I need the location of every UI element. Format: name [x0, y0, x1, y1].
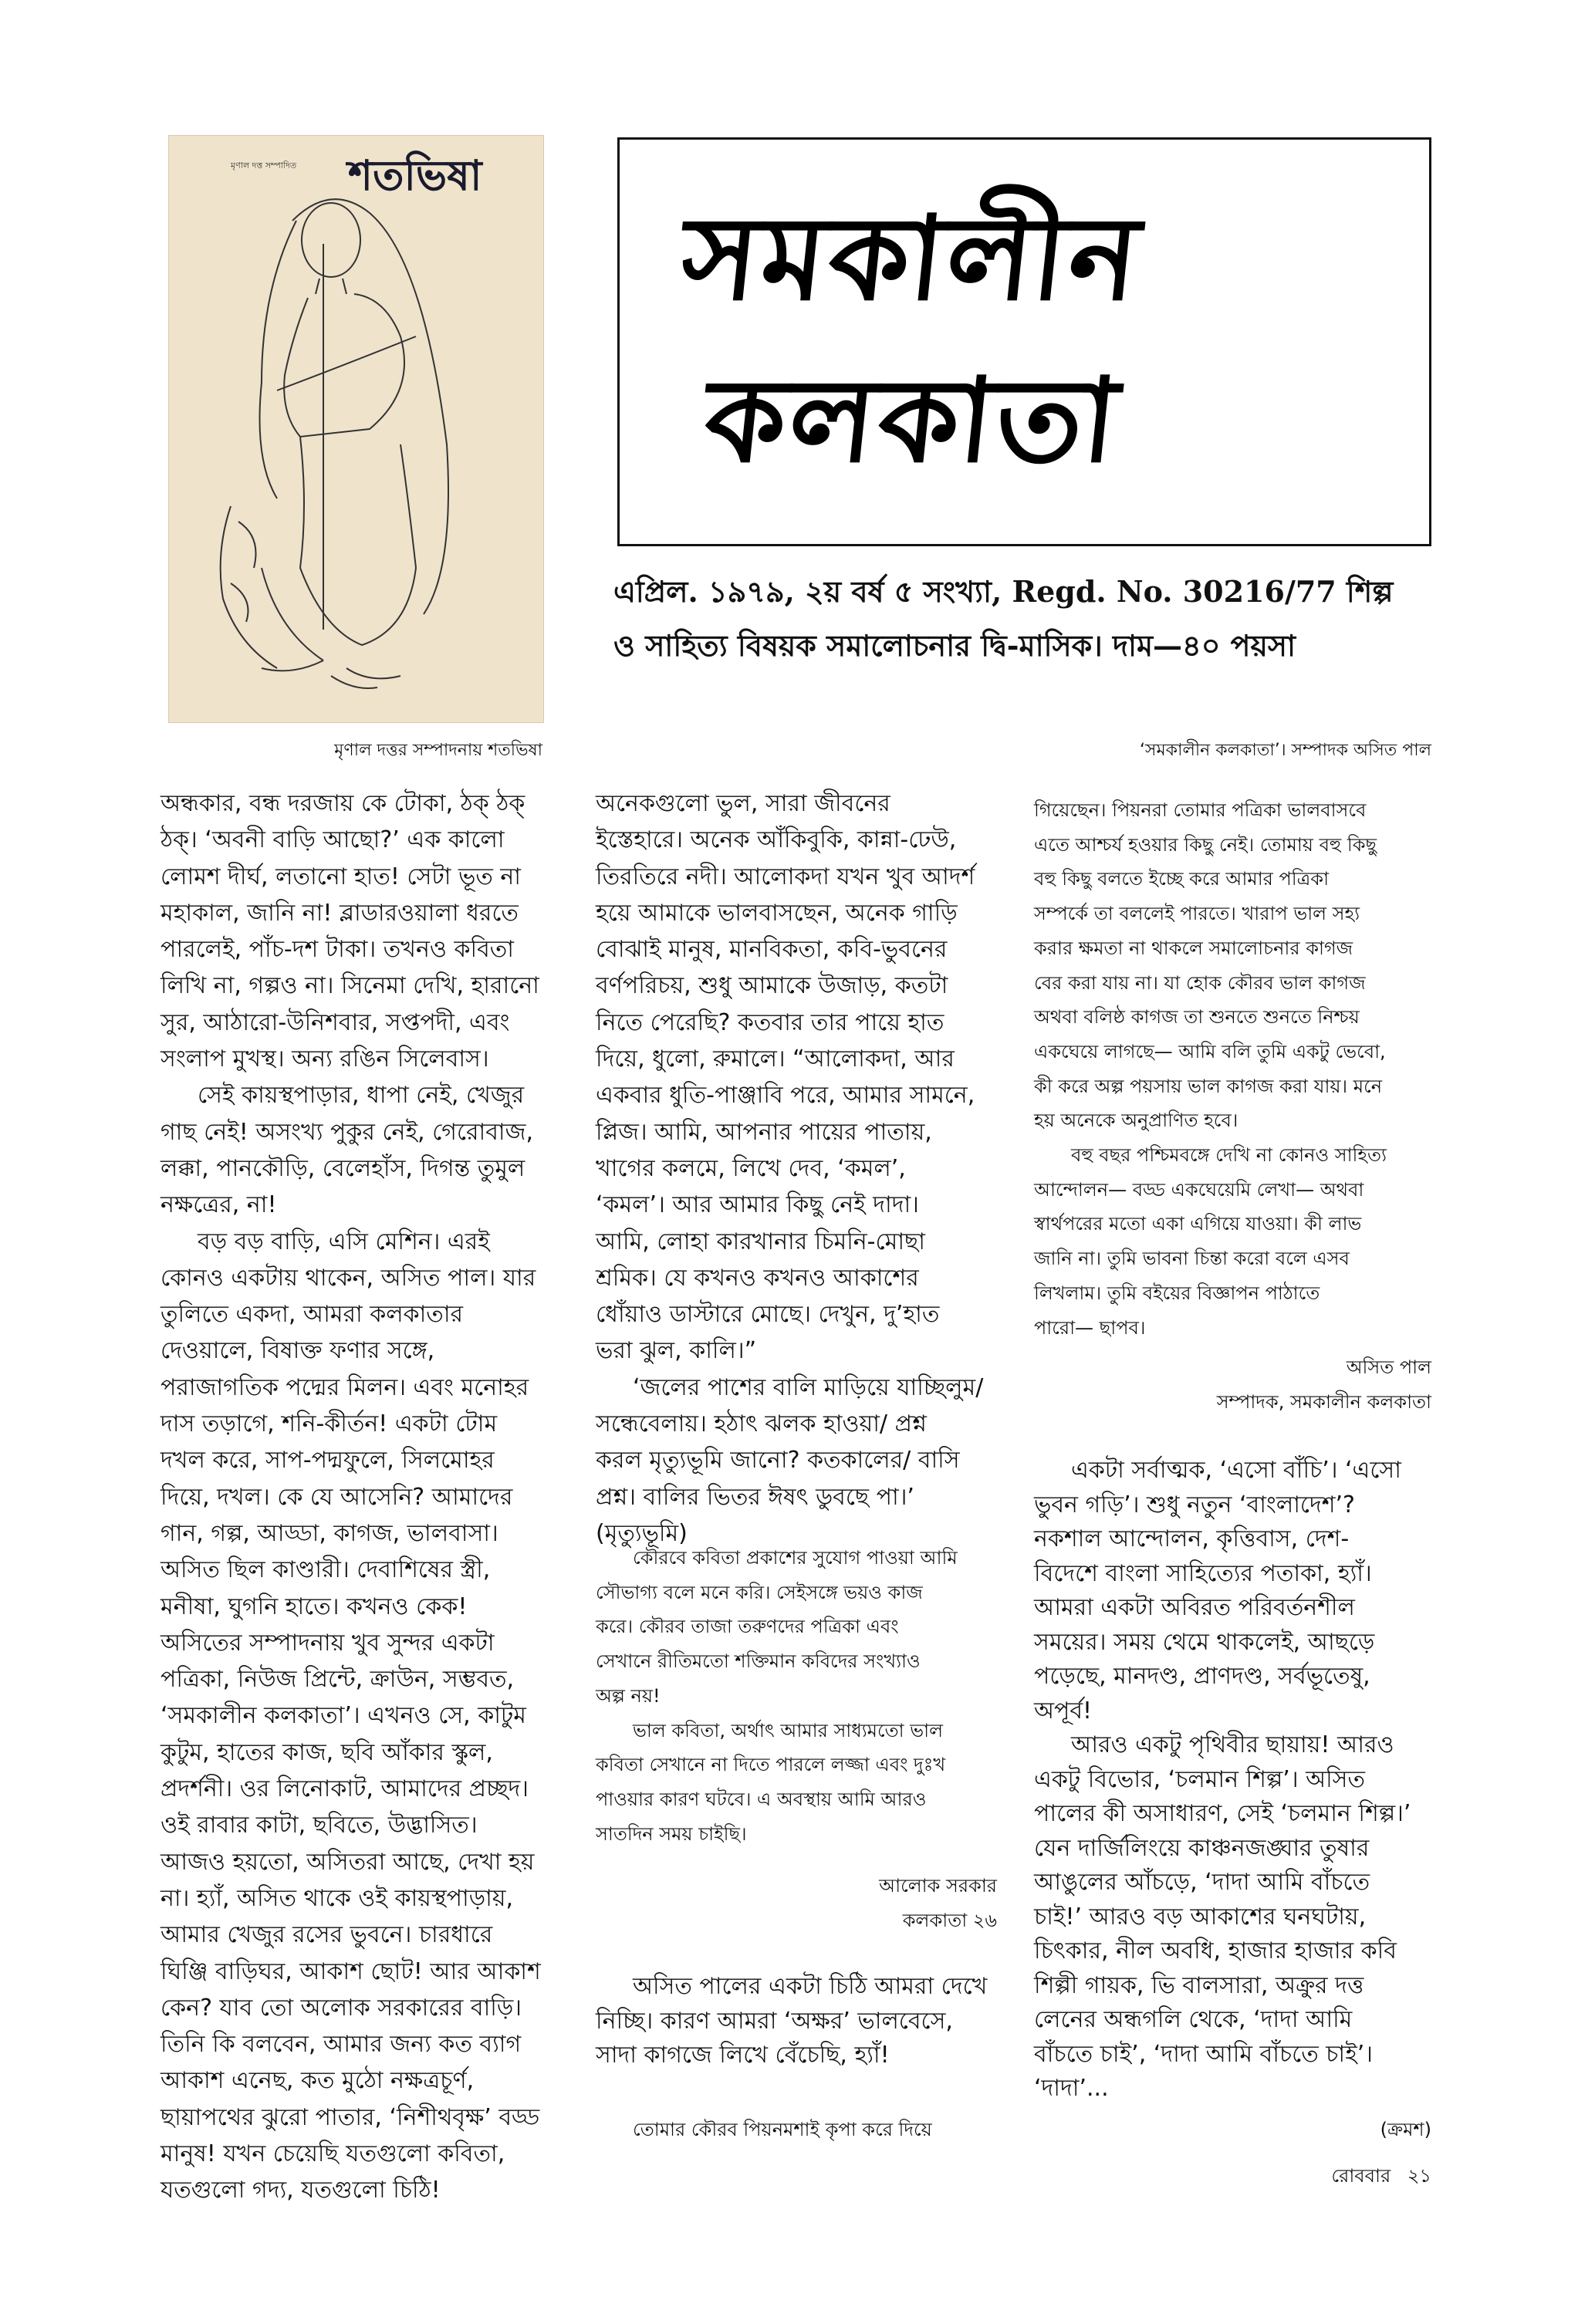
text-line: পালের কী অসাধারণ, সেই ‘চলমান শিল্প।’ [1034, 1800, 1411, 1827]
paragraph [161, 1077, 562, 1223]
signature-line: আলোক সরকার [879, 1875, 997, 1897]
text-line: বর্ণপরিচয়, শুধু আমাকে উজাড়, কতটা [596, 972, 948, 1000]
text-line: ‘কমল’। আর আমার কিছু নেই দাদা। [596, 1191, 919, 1219]
text-line: নক্ষত্রের, না! [161, 1191, 277, 1219]
text-line: কবিতা সেখানে না দিতে পারলে লজ্জা এবং দুঃখ [596, 1754, 946, 1776]
text-line: পাওয়ার কারণ ঘটবে। এ অবস্থায় আমি আরও [596, 1788, 927, 1810]
text-line: না। হ্যাঁ, অসিত থাকে ওই কায়স্থপাড়ায়, [161, 1884, 514, 1912]
signature-line: সম্পাদক, সমকালীন কলকাতা [1216, 1390, 1431, 1413]
text-line: ঘিঞ্জি বাড়িঘর, আকাশ ছোট! আর আকাশ [161, 1957, 541, 1985]
text-line: নকশাল আন্দোলন, কৃত্তিবাস, দেশ- [1034, 1525, 1350, 1552]
text-line: আন্দোলন— বড্ড একঘেয়েমি লেখা— অথবা [1034, 1178, 1364, 1201]
text-line: অল্প নয়! [596, 1684, 661, 1707]
text-line: কোনও একটায় থাকেন, অসিত পাল। যার [161, 1264, 536, 1292]
cover-editor-line: মৃণাল দত্ত সম্পাদিত [231, 160, 297, 171]
text-line: অথবা বলিষ্ঠ কাগজ তা শুনতে শুনতে নিশ্চয় [1034, 1006, 1360, 1029]
text-line: বের করা যায় না। যা হোক কৌরব ভাল কাগজ [1034, 971, 1366, 994]
column-1-article [161, 785, 562, 2209]
signature-line: অসিত পাল [1346, 1356, 1431, 1378]
column-2-article [596, 785, 997, 1552]
text-line: আমি, লোহা কারখানার চিমনি-মোছা [596, 1228, 925, 1255]
text-line: অপূর্ব! [1034, 1697, 1093, 1724]
text-line: মহাকাল, জানি না! ব্লাডারওয়ালা ধরতে [161, 899, 519, 927]
cover-sketch-illustration [169, 136, 543, 722]
text-line: তুলিতে একদা, আমরা কলকাতার [161, 1301, 464, 1329]
cover-caption: মৃণাল দত্তর সম্পাদনায় শতভিষা [334, 741, 542, 760]
logo-caption: ‘সমকালীন কলকাতা’। সম্পাদক অসিত পাল [1139, 741, 1431, 760]
text-line: কী করে অল্প পয়সায় ভাল কাগজ করা যায়। মনে [1034, 1075, 1383, 1097]
masthead-line-1: এপ্রিল. ১৯৭৯, ২য় বর্ষ ৫ সংখ্যা, Regd. No. 30216/77 শিল্প [613, 574, 1394, 609]
paragraph [1034, 1138, 1435, 1345]
text-line: সৌভাগ্য বলে মনে করি। সেইসঙ্গে ভয়ও কাজ [596, 1581, 923, 1603]
text-line: লক্কা, পানকৌড়ি, বেলেহাঁস, দিগন্ত তুমুল [161, 1154, 525, 1182]
cover-image-shatabhisha [168, 135, 544, 723]
text-line: যেন দার্জিলিংয়ে কাঞ্চনজঙ্ঘার তুষার [1034, 1834, 1370, 1862]
text-line: ঠক্। ‘অবনী বাড়ি আছো?’ এক কালো [161, 826, 505, 854]
text-line: আমার খেজুর রসের ভুবনে। চারধারে [161, 1921, 493, 1949]
column-3-letter [1034, 793, 1435, 1345]
text-line: নিচ্ছি। কারণ আমরা ‘অক্ষর’ ভালবেসে, [596, 2007, 953, 2035]
text-line: তিনি কি বলবেন, আমার জন্য কত ব্যাগ [161, 2031, 522, 2059]
text-line: এতে আশ্চর্য হওয়ার কিছু নেই। তোমায় বহু কিছু [1034, 833, 1377, 856]
text-line: একবার ধুতি-পাঞ্জাবি পরে, আমার সামনে, [596, 1082, 975, 1110]
paragraph [1034, 793, 1435, 1138]
text-line: ভাল কবিতা, অর্থাৎ আমার সাধ্যমতো ভাল [633, 1719, 943, 1741]
text-line: সাদা কাগজে লিখে বেঁচেছি, হ্যাঁ! [596, 2042, 890, 2069]
text-line: পত্রিকা, নিউজ প্রিন্টে, ক্রাউন, সম্ভবত, [161, 1666, 515, 1694]
text-line: পড়েছে, মানদণ্ড, প্রাণদণ্ড, সর্বভূতেষু, [1034, 1663, 1370, 1690]
text-line: সুর, আঠারো-উনিশবার, সপ্তপদী, এবং [161, 1008, 510, 1036]
column-3-letter-signature [1034, 1350, 1431, 1419]
text-line: আঙুলের আঁচড়ে, ‘দাদা আমি বাঁচতে [1034, 1869, 1370, 1896]
text-line: পরাজাগতিক পদ্মের মিলন। এবং মনোহর [161, 1373, 529, 1401]
magazine-logo-samakalin-kolkata [617, 137, 1431, 546]
text-line: ভরা ঝুল, কালি।” [596, 1337, 757, 1365]
text-line: চাই!’ আরও বড় আকাশের ঘনঘটায়, [1034, 1903, 1367, 1930]
text-line: মানুষ! যখন চেয়েছি যতগুলো কবিতা, [161, 2140, 505, 2167]
text-line: গাছ নেই! অসংখ্য পুকুর নেই, গেরোবাজ, [161, 1118, 533, 1146]
text-line: গিয়েছেন। পিয়নরা তোমার পত্রিকা ভালবাসবে [1034, 799, 1367, 821]
text-line: খাগের কলমে, লিখে দেব, ‘কমল’, [596, 1154, 906, 1182]
text-line: হয়ে আমাকে ভালবাসছেন, অনেক গাড়ি [596, 899, 958, 927]
text-line: বহু কিছু বলতে ইচ্ছে করে আমার পত্রিকা [1034, 868, 1330, 890]
text-line: কেন? যাব তো অলোক সরকারের বাড়ি। [161, 1994, 522, 2022]
text-line: ‘জলের পাশের বালি মাড়িয়ে যাচ্ছিলুম/ [633, 1373, 984, 1401]
text-line: গান, গল্প, আড্ডা, কাগজ, ভালবাসা। [161, 1519, 498, 1547]
text-line: লেনের অন্ধগলি থেকে, ‘দাদা আমি [1034, 2006, 1353, 2033]
paragraph [596, 1370, 997, 1552]
text-line: সাতদিন সময় চাইছি। [596, 1822, 747, 1845]
text-line: প্রশ্ন। বালির ভিতর ঈষৎ ডুবছে পা।’ [596, 1483, 914, 1511]
text-line: হয় অনেকে অনুপ্রাণিত হবে। [1034, 1110, 1238, 1132]
text-line: আমরা একটা অবিরত পরিবর্তনশীল [1034, 1594, 1355, 1621]
logo-line-2: কলকাতা [698, 354, 1127, 488]
text-line: প্রদর্শনী। ওর লিনোকাট, আমাদের প্রচ্ছদ। [161, 1775, 529, 1803]
masthead-line-2: ও সাহিত্য বিষয়ক সমালোচনার দ্বি-মাসিক। দাম—৪০ পয়সা [613, 628, 1296, 663]
text-line: (মৃত্যুভূমি) [596, 1519, 688, 1547]
text-line: বিদেশে বাংলা সাহিত্যের পতাকা, হ্যাঁ। [1034, 1559, 1372, 1587]
text-line: সম্পর্কে তা বললেই পারতে। খারাপ ভাল সহ্য [1034, 903, 1360, 925]
text-line: সেই কায়স্থপাড়ার, ধাপা নেই, খেজুর [198, 1082, 525, 1110]
text-line: পারো— ছাপব। [1034, 1316, 1146, 1339]
text-line: যতগুলো গদ্য, যতগুলো চিঠি! [161, 2177, 441, 2204]
continued-note [1034, 2113, 1431, 2147]
paragraph [596, 1541, 997, 1714]
text-line: শ্রমিক। যে কখনও কখনও আকাশের [596, 1264, 919, 1292]
text-line: একঘেয়ে লাগছে— আমি বলি তুমি একটু ভেবো, [1034, 1040, 1386, 1062]
cover-title: শতভিষা [348, 151, 482, 200]
text-line: তোমার কৌরব পিয়নমশাই কৃপা করে দিয়ে [633, 2119, 932, 2140]
text-line: নিতে পেরেছি? কতবার তার পায়ে হাত [596, 1008, 944, 1036]
text-line: সময়ের। সময় থেমে থাকলেই, আছড়ে [1034, 1628, 1375, 1656]
text-line: ভুবন গড়ি’। শুধু নতুন ‘বাংলাদেশ’? [1034, 1491, 1355, 1518]
text-line: লিখলাম। তুমি বইয়ের বিজ্ঞাপন পাঠাতে [1034, 1282, 1320, 1304]
text-line: বড় বড় বাড়ি, এসি মেশিন। এরই [198, 1228, 490, 1255]
text-line: আজও হয়তো, অসিতরা আছে, দেখা হয় [161, 1848, 535, 1876]
text-line: শিল্পী গায়ক, ভি বালসারা, অক্রুর দত্ত [1034, 1971, 1364, 1999]
text-line: অসিত ছিল কাণ্ডারী। দেবাশিষের স্ত্রী, [161, 1556, 491, 1584]
text-line: একটা সর্বাত্মক, ‘এসো বাঁচি’। ‘এসো [1071, 1457, 1401, 1484]
text-line: ছায়াপথের ঝুরো পাতার, ‘নিশীথবৃক্ষ’ বড্ড [161, 2103, 540, 2131]
paragraph [161, 1224, 562, 2209]
text-line: দিয়ে, দখল। কে যে আসেনি? আমাদের [161, 1483, 513, 1511]
paragraph [596, 785, 997, 1370]
paragraph [1034, 1728, 1435, 2106]
text-line: লিখি না, গল্পও না। সিনেমা দেখি, হারানো [161, 972, 539, 1000]
text-line: করার ক্ষমতা না থাকলে সমালোচনার কাগজ [1034, 937, 1353, 959]
text-line: আরও একটু পৃথিবীর ছায়ায়! আরও [1071, 1731, 1394, 1758]
text-line: দিয়ে, ধুলো, রুমালে। “আলোকদা, আর [596, 1045, 955, 1073]
text-line: ইস্তেহারে। অনেক আঁকিবুকি, কান্না-ঢেউ, [596, 826, 957, 854]
text-line: তিরতিরে নদী। আলোকদা যখন খুব আদর্শ [596, 863, 975, 890]
text-line: অসিত পালের একটা চিঠি আমরা দেখে [633, 1973, 988, 2000]
text-line: লোমশ দীর্ঘ, লতানো হাত! সেটা ভূত না [161, 863, 521, 890]
text-line: প্লিজ। আমি, আপনার পায়ের পাতায়, [596, 1118, 932, 1146]
text-line: চিৎকার, নীল অবধি, হাজার হাজার কবি [1034, 1937, 1397, 1964]
footer-page-number: ২১ [1407, 2165, 1431, 2187]
text-line: করল মৃত্যুভূমি জানো? কতকালের/ বাসি [596, 1447, 960, 1474]
column-3-article [1034, 1454, 1435, 2106]
text-line: ‘সমকালীন কলকাতা’। এখনও সে, কাটুম [161, 1702, 526, 1730]
text-line: অসিতের সম্পাদনায় খুব সুন্দর একটা [161, 1629, 495, 1657]
text-line: সংলাপ মুখস্থ। অন্য রঙিন সিলেবাস। [161, 1045, 489, 1073]
text-line: মনীষা, ঘুগনি হাতে। কখনও কেক! [161, 1593, 468, 1620]
paragraph [596, 1970, 997, 2073]
text-line: আকাশ এনেছ, কত মুঠো নক্ষত্রচূর্ণ, [161, 2067, 475, 2095]
column-2-after-text [596, 1970, 997, 2073]
text-line: দেওয়ালে, বিষাক্ত ফণার সঙ্গে, [161, 1337, 435, 1365]
signature-line: কলকাতা ২৬ [902, 1909, 997, 1931]
text-line: সন্ধেবেলায়। হঠাৎ ঝলক হাওয়া/ প্রশ্ন [596, 1410, 927, 1438]
text-line: সেখানে রীতিমতো শক্তিমান কবিদের সংখ্যাও [596, 1650, 921, 1673]
text-line: ধোঁয়াও ডাস্টারে মোছে। দেখুন, দু’হাত [596, 1301, 940, 1329]
text-line: বহু বছর পশ্চিমবঙ্গে দেখি না কোনও সাহিত্য [1071, 1144, 1387, 1167]
paragraph [161, 785, 562, 1077]
text-line: জানি না। তুমি ভাবনা চিন্তা করো বলে এসব [1034, 1248, 1350, 1270]
text-line: কৌরবে কবিতা প্রকাশের সুযোগ পাওয়া আমি [633, 1547, 958, 1569]
continued-label: (ক্রমশ) [1380, 2119, 1431, 2140]
text-line: কুটুম, হাতের কাজ, ছবি আঁকার স্কুল, [161, 1738, 493, 1766]
paragraph [1034, 1454, 1435, 1728]
text-line: করে। কৌরব তাজা তরুণদের পত্রিকা এবং [596, 1616, 899, 1638]
logo-line-1: সমকালীন [674, 192, 1149, 326]
column-2-letter-signature [596, 1869, 997, 1937]
text-line: দাস তড়াগে, শনি-কীর্তন! একটা টোম [161, 1410, 498, 1438]
text-line: বাঁচতে চাই’, ‘দাদা আমি বাঁচতে চাই’। [1034, 2040, 1373, 2068]
text-line: অন্ধকার, বন্ধ দরজায় কে টোকা, ঠক্ ঠক্ [161, 790, 525, 817]
text-line: পারলেই, পাঁচ-দশ টাকা। তখনও কবিতা [161, 936, 514, 964]
text-line: দখল করে, সাপ-পদ্মফুলে, সিলমোহর [161, 1447, 495, 1474]
text-line: স্বার্থপরের মতো একা এগিয়ে যাওয়া। কী লাভ [1034, 1213, 1362, 1235]
text-line: বোঝাই মানুষ, মানবিকতা, কবি-ভুবনের [596, 936, 948, 964]
text-line: ওই রাবার কাটা, ছবিতে, উদ্ভাসিত। [161, 1812, 478, 1839]
text-line: একটু বিভোর, ‘চলমান শিল্প’। অসিত [1034, 1765, 1365, 1793]
text-line: ‘দাদা’... [1034, 2075, 1109, 2102]
paragraph [596, 1714, 997, 1852]
text-line: অনেকগুলো ভুল, সারা জীবনের [596, 790, 890, 817]
footer-publication: রোববার [1331, 2165, 1391, 2187]
column-2-letter-quote [596, 1541, 997, 1851]
column-2-letter-start [596, 2113, 1034, 2147]
page-footer [1157, 2162, 1431, 2193]
